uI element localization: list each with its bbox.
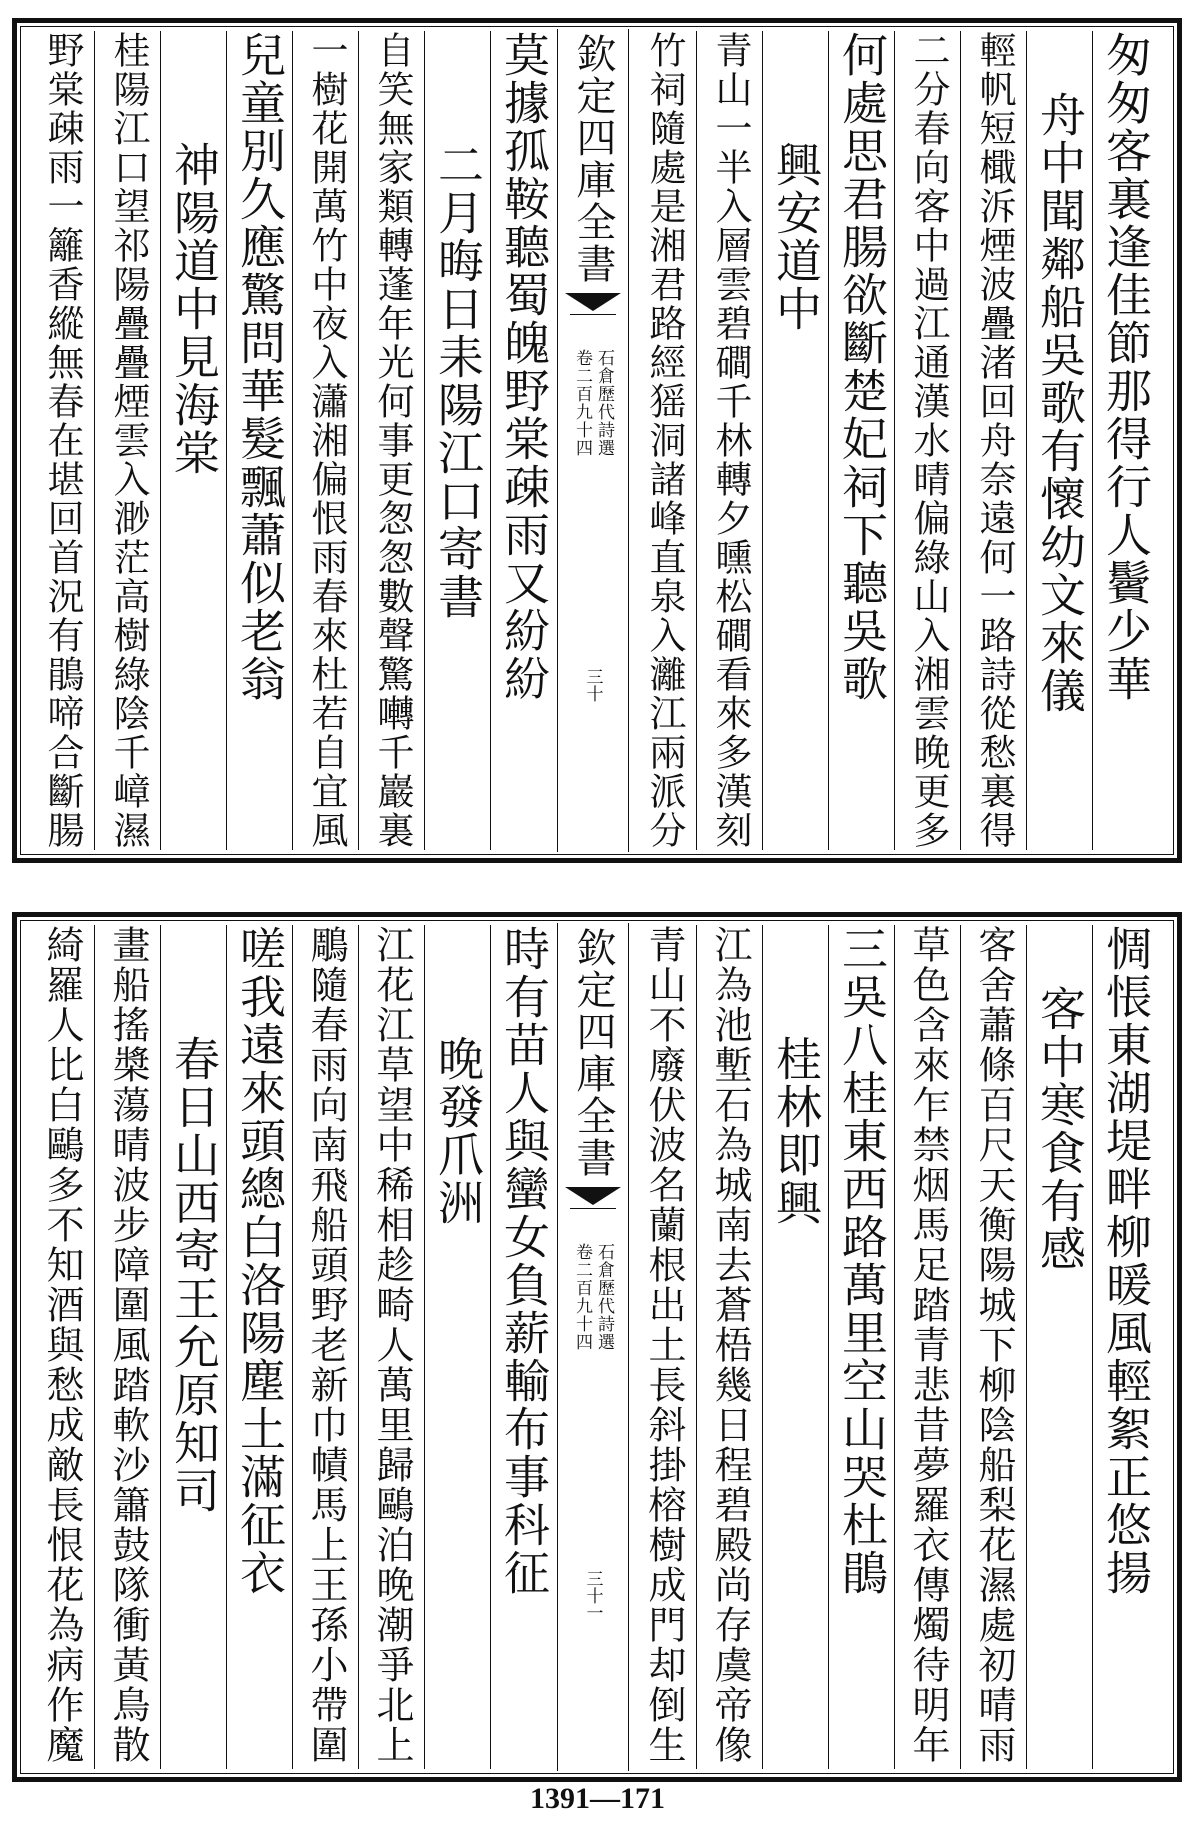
bottom-col-7: 青山不廢伏波名蘭根出土長斜掛榕樹成門却倒生	[642, 925, 686, 1765]
top-page	[12, 18, 1182, 863]
book-title: 欽定四庫全書	[570, 927, 616, 1179]
column-rule	[292, 925, 293, 1769]
bottom-col-13: 春日山西寄王允原知司	[167, 1035, 221, 1515]
column-rule	[226, 925, 227, 1769]
column-rule	[828, 925, 829, 1769]
bottom-center-column	[557, 923, 629, 1771]
fish-tail-line	[570, 314, 616, 315]
bottom-col-15: 綺羅人比白鷗多不知酒與愁成敵長恨花為病作魔	[40, 925, 84, 1765]
page-number: 1391—171	[530, 1782, 665, 1815]
top-col-4: 何處思君腸欲斷楚妃祠下聽吳歌	[835, 31, 889, 703]
column-rule	[1092, 31, 1093, 850]
column-rule	[358, 925, 359, 1769]
bottom-col-3: 草色含來乍禁烟馬足踏青悲昔夢羅衣傳燭待明年	[906, 925, 950, 1765]
column-rule	[160, 31, 161, 850]
top-col-2: 輕帆短檝泝煙波疊渚回舟奈遠何一路詩從愁裏得	[973, 31, 1016, 850]
top-col-12: 兒童別久應驚問華髮飄蕭似老翁	[233, 31, 287, 703]
top-col-1: 舟中聞鄰船吳歌有懷幼文來儀	[1033, 91, 1087, 715]
column-rule	[94, 31, 95, 850]
top-col-0: 匆匆客裏逢佳節那得行人鬢少華	[1099, 31, 1153, 703]
column-rule	[1092, 925, 1093, 1769]
bottom-col-8: 時有苗人與蠻女負薪輸布事科征	[497, 925, 551, 1597]
column-rule	[160, 925, 161, 1769]
column-rule	[696, 925, 697, 1769]
column-rule	[424, 925, 425, 1769]
column-rule	[762, 925, 763, 1769]
bottom-col-9: 晚發爪洲	[431, 1035, 485, 1227]
column-rule	[292, 31, 293, 850]
column-rule	[424, 31, 425, 850]
top-center-column	[557, 29, 629, 852]
bottom-col-12: 嗟我遠來頭總白洛陽塵土滿征衣	[233, 925, 287, 1597]
column-rule	[94, 925, 95, 1769]
column-rule	[358, 31, 359, 850]
top-col-14: 桂陽江口望祁陽疊疊煙雲入渺茫高樹綠陰千嶂濕	[107, 31, 150, 850]
folio-number: 三十	[582, 668, 603, 702]
bottom-col-5: 桂林即興	[769, 1035, 823, 1227]
bottom-col-6: 江為池塹石為城南去蒼梧幾日程碧殿尚存虞帝像	[708, 925, 752, 1765]
column-rule	[894, 31, 895, 850]
bottom-col-4: 三吳八桂東西路萬里空山哭杜鵑	[835, 925, 889, 1597]
column-rule	[226, 31, 227, 850]
bottom-col-0: 惆悵東湖堤畔柳暖風輕絮正悠揚	[1099, 925, 1153, 1597]
bottom-col-14: 畫船搖槳蕩晴波步障圍風踏軟沙簫鼓隊衝黃鳥散	[106, 925, 150, 1765]
column-rule	[696, 31, 697, 850]
top-col-8: 莫據孤鞍聽蜀魄野棠疎雨又紛紛	[497, 31, 551, 703]
column-rule	[828, 31, 829, 850]
folio-number: 三十一	[582, 1570, 603, 1621]
column-rule	[894, 925, 895, 1769]
top-col-6: 青山一半入層雲碧磵千林轉夕曛松磵看來多漢刻	[709, 31, 752, 850]
column-rule	[762, 31, 763, 850]
bottom-col-11: 鵰隨春雨向南飛船頭野老新巾幘馬上王孫小帶圍	[304, 925, 348, 1765]
fish-tail-icon	[565, 1187, 621, 1205]
top-col-9: 二月晦日耒陽江口寄書	[431, 141, 485, 621]
top-col-7: 竹祠隨處是湘君路經猺洞諸峰直泉入灕江兩派分	[643, 31, 686, 850]
fish-tail-icon	[565, 293, 621, 311]
center-subtitle: 石倉歷代詩選 卷二百九十四	[572, 349, 614, 457]
top-col-11: 一樹花開萬竹中夜入瀟湘偏恨雨春來杜若自宜風	[305, 31, 348, 850]
center-subtitle: 石倉歷代詩選 卷二百九十四	[572, 1243, 614, 1351]
bottom-col-1: 客中寒食有感	[1033, 985, 1087, 1273]
column-rule	[1026, 925, 1027, 1769]
column-rule	[490, 925, 491, 1769]
column-rule	[960, 31, 961, 850]
bottom-col-2: 客舍蕭條百尺天衡陽城下柳陰船梨花濕處初晴雨	[972, 925, 1016, 1765]
fish-tail-line	[570, 1208, 616, 1209]
top-col-13: 神陽道中見海棠	[167, 141, 221, 477]
bottom-page	[12, 912, 1182, 1782]
top-col-15: 野棠疎雨一籬香縱無春在堪回首況有鵑啼合斷腸	[41, 31, 84, 850]
bottom-col-10: 江花江草望中稀相趁畸人萬里歸鷗泊晚潮爭北上	[370, 925, 414, 1765]
column-rule	[490, 31, 491, 850]
top-col-10: 自笑無家類轉蓬年光何事更怱怱數聲驚囀千巖裏	[371, 31, 414, 850]
column-rule	[960, 925, 961, 1769]
top-col-5: 興安道中	[769, 141, 823, 333]
top-col-3: 二分春向客中過江通漢水晴偏綠山入湘雲晚更多	[907, 31, 950, 850]
book-title: 欽定四庫全書	[570, 33, 616, 285]
column-rule	[1026, 31, 1027, 850]
